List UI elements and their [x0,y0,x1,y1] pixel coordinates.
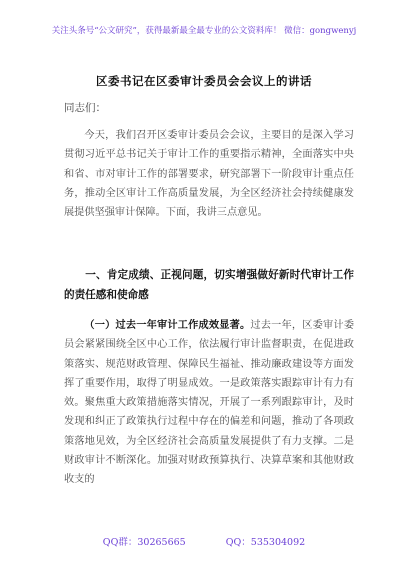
body-paragraph-2 [64,316,354,490]
footer-qq-group: QQ群：30265665 [102,537,186,548]
footer-qq: QQ：535304092 [225,537,306,548]
footer-contact [0,534,408,548]
opening-paragraph: 今天，我们召开区委审计委员会会议，主要目的是深入学习贯彻习近平总书记关于审计工作的重要指示精神，全面落实中央和省、市对审计工作的部署要求，研究部署下一阶段审计重点任务，推动全区审计工作高质量发展，为全区经济社会持续健康发展提供坚强审计保障。下面，我讲三点意见。 [64,130,354,219]
section-heading-1: 一、肯定成绩、正视问题，切实增强做好新时代审计工作的责任感和使命感 [64,269,354,301]
subsection-lead: （一）过去一年审计工作成效显著。 [84,319,251,331]
paragraph-2-text: 过去一年，区委审计委员会紧紧围绕全区中心工作，依法履行审计监督职责，在促进政策落实、规范财政管理、保障民生福祉、推动廉政建设等方面发挥了重要作用，取得了明显成效。一是政策落实跟踪审计有力有效。聚焦重大政策措施落实情况，开展了一系列跟踪审计，及时发现和纠正了政策执行过程中存在的偏差和问题，推动了各项政策落地见效，为全区经济社会高质量发展提供了有力支撑。二是财政审计不断深化。加强对财政预算执行、决算草案和其他财政收支的 [64,320,355,486]
document-title: 区委书记在区委审计委员会会议上的讲话 [96,74,312,88]
header-promo-note: 关注头条号“公文研究”，获得最新最全最专业的公文资料库！ 微信：gongwenyj [51,26,357,36]
salutation: 同志们： [64,102,106,114]
